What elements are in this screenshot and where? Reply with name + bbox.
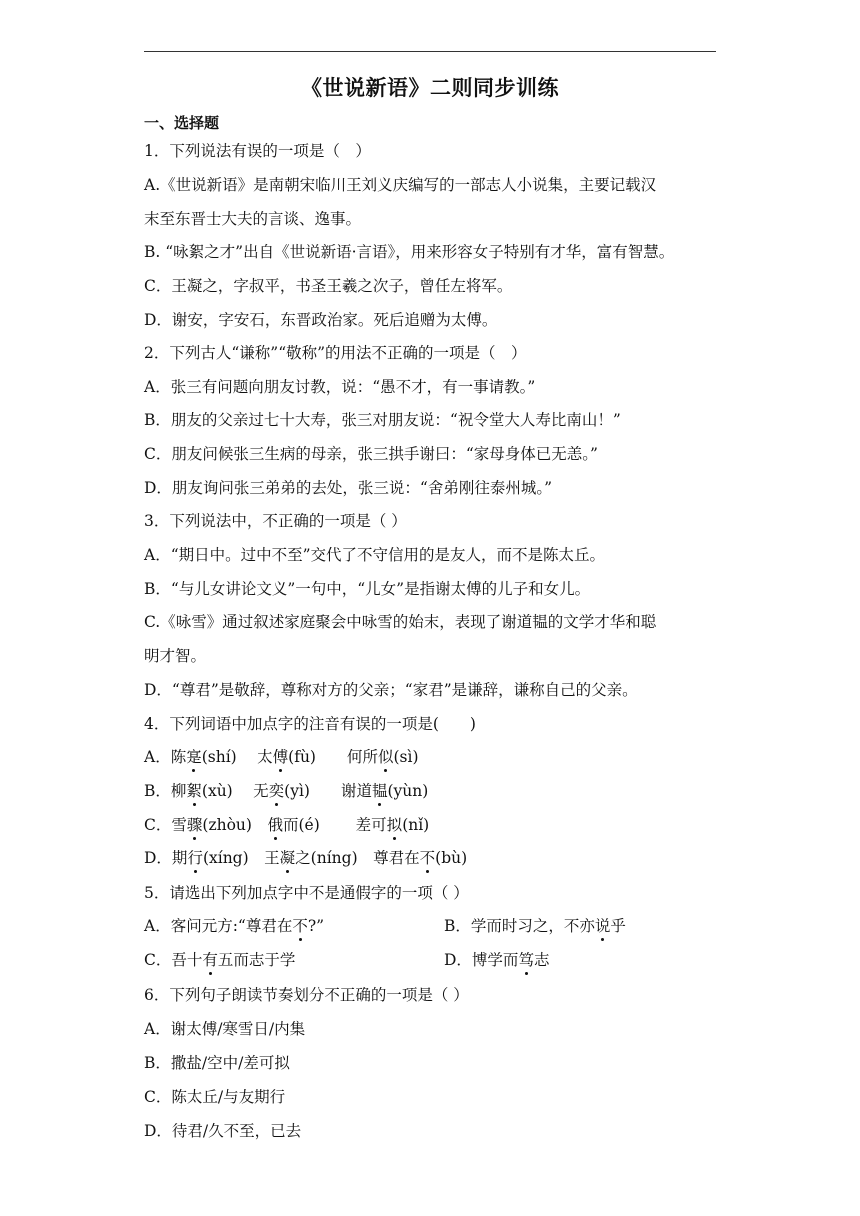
question-2-option-a: A．张三有问题向朋友讨教，说：“愚不才，有一事请教。” xyxy=(144,378,536,396)
question-6-option-d: D．待君/久不至，已去 xyxy=(144,1122,302,1140)
question-6-option-b: B．撒盐/空中/差可拟 xyxy=(144,1054,290,1072)
question-5-option-d xyxy=(444,950,549,970)
dotted-character: 絮 xyxy=(186,782,202,800)
dotted-character: 傅 xyxy=(272,748,289,766)
question-5-option-b xyxy=(444,916,626,936)
option-text: ?” xyxy=(307,917,325,935)
option-text: C．雪 xyxy=(144,816,187,834)
question-4-option-d xyxy=(144,848,467,868)
question-4-stem: 4．下列词语中加点字的注音有误的一项是( ) xyxy=(144,715,476,733)
dotted-character: 凝 xyxy=(279,849,296,867)
question-3-option-c-line-1: C.《咏雪》通过叙述家庭聚会中咏雪的始末，表现了谢道韫的文学才华和聪 xyxy=(144,613,657,631)
option-text: (xíng) 王 xyxy=(202,849,280,867)
question-6-option-c: C．陈太丘/与友期行 xyxy=(144,1088,286,1106)
question-3-option-a: A．“期日中。过中不至”交代了不守信用的是友人，而不是陈太丘。 xyxy=(144,546,606,564)
question-5-option-c xyxy=(144,950,295,970)
option-text: (shí) 太 xyxy=(201,748,273,766)
option-text: (xù) 无 xyxy=(201,782,269,800)
question-4-option-a xyxy=(144,747,419,767)
section-heading: 一、选择题 xyxy=(144,114,220,132)
option-text: A．陈 xyxy=(144,748,187,766)
option-text: (yùn) xyxy=(387,782,429,800)
question-1-option-b: B. “咏絮之才”出自《世说新语·言语》，用来形容女子特别有才华，富有智慧。 xyxy=(144,243,675,261)
dotted-character: 似 xyxy=(377,748,394,766)
dotted-character: 俄 xyxy=(267,816,283,834)
dotted-character: 骤 xyxy=(186,816,203,834)
question-3-option-c-line-2: 明才智。 xyxy=(144,647,207,665)
option-text: (nǐ) xyxy=(402,816,430,834)
dotted-character: 说 xyxy=(594,917,611,935)
question-2-option-d: D．朋友询问张三弟弟的去处，张三说：“舍弟刚往泰州城。” xyxy=(144,479,553,497)
option-text: 之(níng) 尊君在 xyxy=(295,849,420,867)
question-2-stem: 2．下列古人“谦称”“敬称”的用法不正确的一项是（ ） xyxy=(144,344,527,362)
option-text: 五而志于学 xyxy=(217,951,296,969)
option-text: (zhòu) xyxy=(202,816,268,834)
option-text: (sì) xyxy=(393,748,419,766)
question-5-option-a xyxy=(144,916,324,936)
question-2-option-c: C．朋友问候张三生病的母亲，张三拱手谢曰：“家母身体已无恙。” xyxy=(144,445,598,463)
question-1-option-c: C．王凝之，字叔平，书圣王羲之次子，曾任左将军。 xyxy=(144,277,513,295)
dotted-character: 不 xyxy=(292,917,308,935)
question-3-option-d: D．“尊君”是敬辞，尊称对方的父亲；“家君”是谦辞，谦称自己的父亲。 xyxy=(144,681,638,699)
question-5-stem: 5．请选出下列加点字中不是通假字的一项（ ） xyxy=(144,884,469,902)
question-1-option-a-line-2: 末至东晋士大夫的言谈、逸事。 xyxy=(144,210,362,228)
question-1-option-a-line-1: A.《世说新语》是南朝宋临川王刘义庆编写的一部志人小说集，主要记载汉 xyxy=(144,176,657,194)
option-text: 而(é) 差可 xyxy=(282,816,387,834)
dotted-character: 有 xyxy=(202,951,218,969)
question-3-option-b: B．“与儿女讲论文义”一句中，“儿女”是指谢太傅的儿子和女儿。 xyxy=(144,580,591,598)
option-text: D．期 xyxy=(144,849,188,867)
option-text: A．客问元方:“尊君在 xyxy=(144,917,293,935)
question-1-option-d: D．谢安，字安石，东晋政治家。死后追赠为太傅。 xyxy=(144,311,498,329)
question-3-stem: 3．下列说法中，不正确的一项是（ ） xyxy=(144,512,407,530)
option-text: B．柳 xyxy=(144,782,187,800)
dotted-character: 奕 xyxy=(268,782,285,800)
option-text: (fù) 何所 xyxy=(288,748,378,766)
header-rule xyxy=(144,51,716,52)
option-text: C．吾十 xyxy=(144,951,203,969)
dotted-character: 笃 xyxy=(518,951,534,969)
dotted-character: 拟 xyxy=(386,816,403,834)
question-6-stem: 6．下列句子朗读节奏划分不正确的一项是（ ） xyxy=(144,986,469,1004)
question-4-option-b xyxy=(144,781,428,801)
question-6-option-a: A．谢太傅/寒雪日/内集 xyxy=(144,1020,306,1038)
option-text: (bù) xyxy=(435,849,468,867)
page-title: 《世说新语》二则同步训练 xyxy=(301,75,559,100)
option-text: 乎 xyxy=(610,917,626,935)
option-text: 志 xyxy=(533,951,550,969)
option-text: B．学而时习之，不亦 xyxy=(444,917,595,935)
question-1-stem: 1．下列说法有误的一项是（ ） xyxy=(144,142,371,160)
option-text: (yì) 谢道 xyxy=(284,782,372,800)
dotted-character: 不 xyxy=(419,849,436,867)
question-2-option-b: B．朋友的父亲过七十大寿，张三对朋友说：“祝令堂大人寿比南山！” xyxy=(144,411,621,429)
dotted-character: 韫 xyxy=(371,782,388,800)
question-4-option-c xyxy=(144,815,429,835)
dotted-character: 寔 xyxy=(186,748,202,766)
dotted-character: 行 xyxy=(187,849,203,867)
option-text: D．博学而 xyxy=(444,951,519,969)
